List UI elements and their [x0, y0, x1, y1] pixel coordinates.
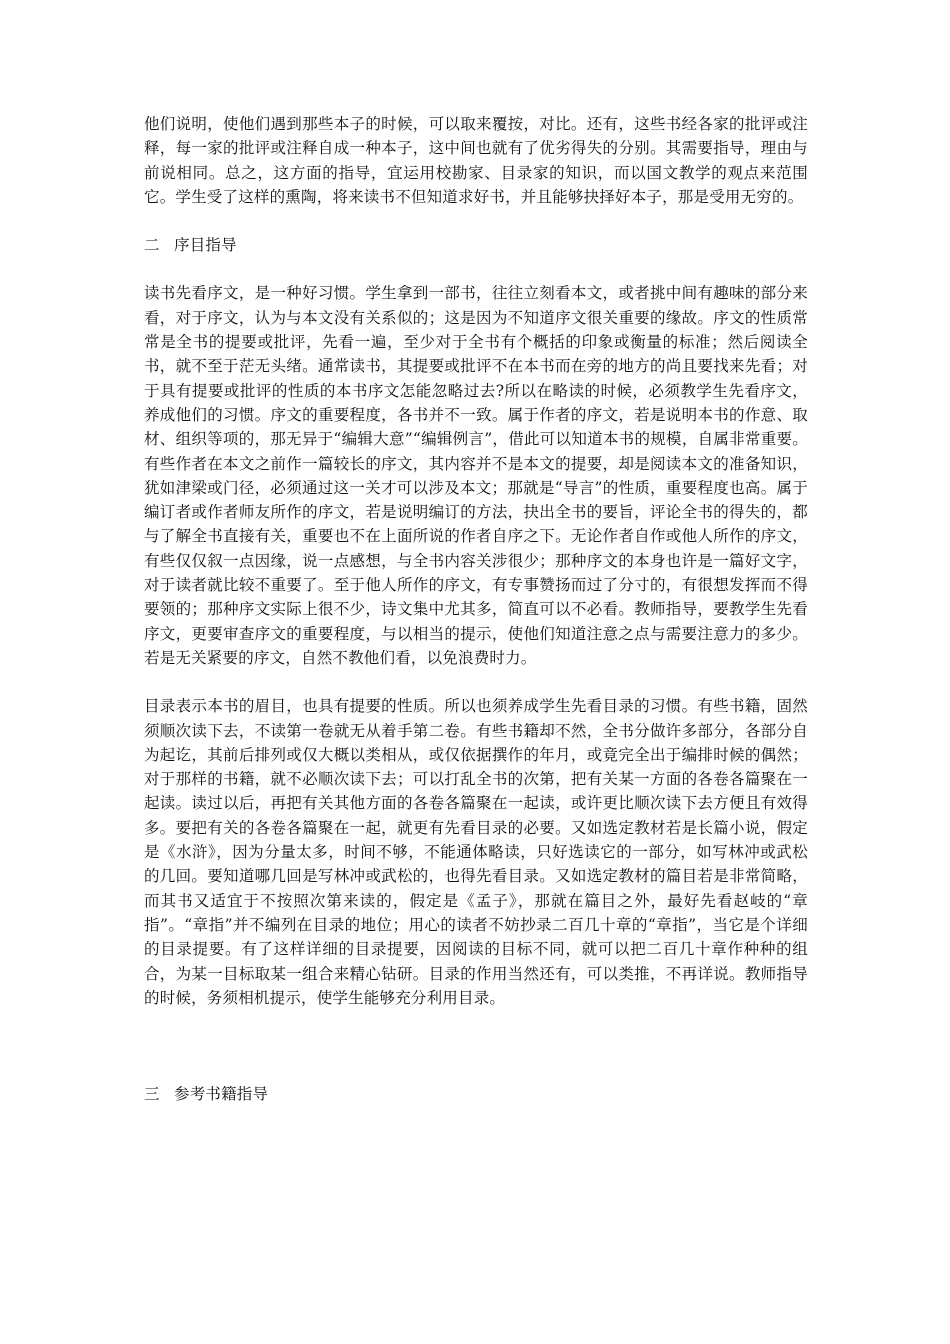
paragraph-contents-guidance: 目录表示本书的眉目，也具有提要的性质。所以也须养成学生先看目录的习惯。有些书籍，固然须顺次读下去，不读第一卷就无从着手第二卷。有些书籍却不然，全书分做许多部分，各部分自为起讫，其前后排列或仅大概以类相从，或仅依据撰作的年月，或竟完全出于编排时候的偶然；对于那样的书籍，就不必顺次读下去；可以打乱全书的次第，把有关某一方面的各卷各篇聚在一起读。读过以后，再把有关其他方面的各卷各篇聚在一起读，或许更比顺次读下去方便且有效得多。要把有关的各卷各篇聚在一起，就更有先看目录的必要。又如选定教材若是长篇小说，假定是《水浒》，因为分量太多，时间不够，不能通体略读，只好选读它的一部分，如写林冲或武松的几回。要知道哪几回是写林冲或武松的，也得先看目录。又如选定教材的篇目若是非常简略，而其书又适宜于不按照次第来读的，假定是《孟子》，那就在篇目之外，最好先看赵岐的“章指”。“章指”并不编列在目录的地位；用心的读者不妨抄录二百几十章的“章指”，当它是个详细的目录提要。有了这样详细的目录提要，因阅读的目标不同，就可以把二百几十章作种种的组合，为某一目标取某一组合来精心钻研。目录的作用当然还有，可以类推，不再详说。教师指导的时候，务须相机提示，使学生能够充分利用目录。: [144, 697, 808, 1007]
spacer: [144, 670, 808, 694]
section-title: 参考书籍指导: [174, 1085, 269, 1104]
spacer: [144, 1010, 808, 1082]
spacer: [144, 209, 808, 233]
section-number: 二: [144, 236, 160, 255]
section-heading-3: [144, 1082, 808, 1106]
section-title: 序目指导: [174, 236, 237, 255]
paragraph-preface-guidance: 读书先看序文，是一种好习惯。学生拿到一部书，往往立刻看本文，或者挑中间有趣味的部分来看，对于序文，认为与本文没有关系似的；这是因为不知道序文很关重要的缘故。序文的性质常常是全书的提要或批评，先看一遍，至少对于全书有个概括的印象或衡量的标准；然后阅读全书，就不至于茫无头绪。通常读书，其提要或批评不在本书而在旁的地方的尚且要找来先看；对于具有提要或批评的性质的本书序文怎能忽略过去?所以在略读的时候，必须教学生先看序文，养成他们的习惯。序文的重要程度，各书并不一致。属于作者的序文，若是说明本书的作意、取材、组织等项的，那无异于“编辑大意”“编辑例言”，借此可以知道本书的规模，自属非常重要。有些作者在本文之前作一篇较长的序文，其内容并不是本文的提要，却是阅读本文的准备知识，犹如津梁或门径，必须通过这一关才可以涉及本文；那就是“导言”的性质，重要程度也高。属于编订者或作者师友所作的序文，若是说明编订的方法，抉出全书的要旨，评论全书的得失的，都与了解全书直接有关，重要也不在上面所说的作者自序之下。无论作者自作或他人所作的序文，有些仅仅叙一点因缘，说一点感想，与全书内容关涉很少；那种序文的本身也许是一篇好文字，对于读者就比较不重要了。至于他人所作的序文，有专事赞扬而过了分寸的，有很想发挥而不得要领的；那种序文实际上很不少，诗文集中尤其多，简直可以不必看。教师指导，要教学生先看序文，更要审查序文的重要程度，与以相当的提示，使他们知道注意之点与需要注意力的多少。若是无关紧要的序文，自然不教他们看，以免浪费时力。: [144, 284, 808, 667]
spacer: [144, 257, 808, 281]
section-number: 三: [144, 1085, 160, 1104]
section-heading-2: [144, 233, 808, 257]
document-page: [144, 112, 808, 1106]
continued-paragraph: 他们说明，使他们遇到那些本子的时候，可以取来覆按，对比。还有，这些书经各家的批评或注释，每一家的批评或注释自成一种本子，这中间也就有了优劣得失的分别。其需要指导，理由与前说相同。总之，这方面的指导，宜运用校勘家、目录家的知识，而以国文教学的观点来范围它。学生受了这样的熏陶，将来读书不但知道求好书，并且能够抉择好本子，那是受用无穷的。: [144, 115, 808, 206]
